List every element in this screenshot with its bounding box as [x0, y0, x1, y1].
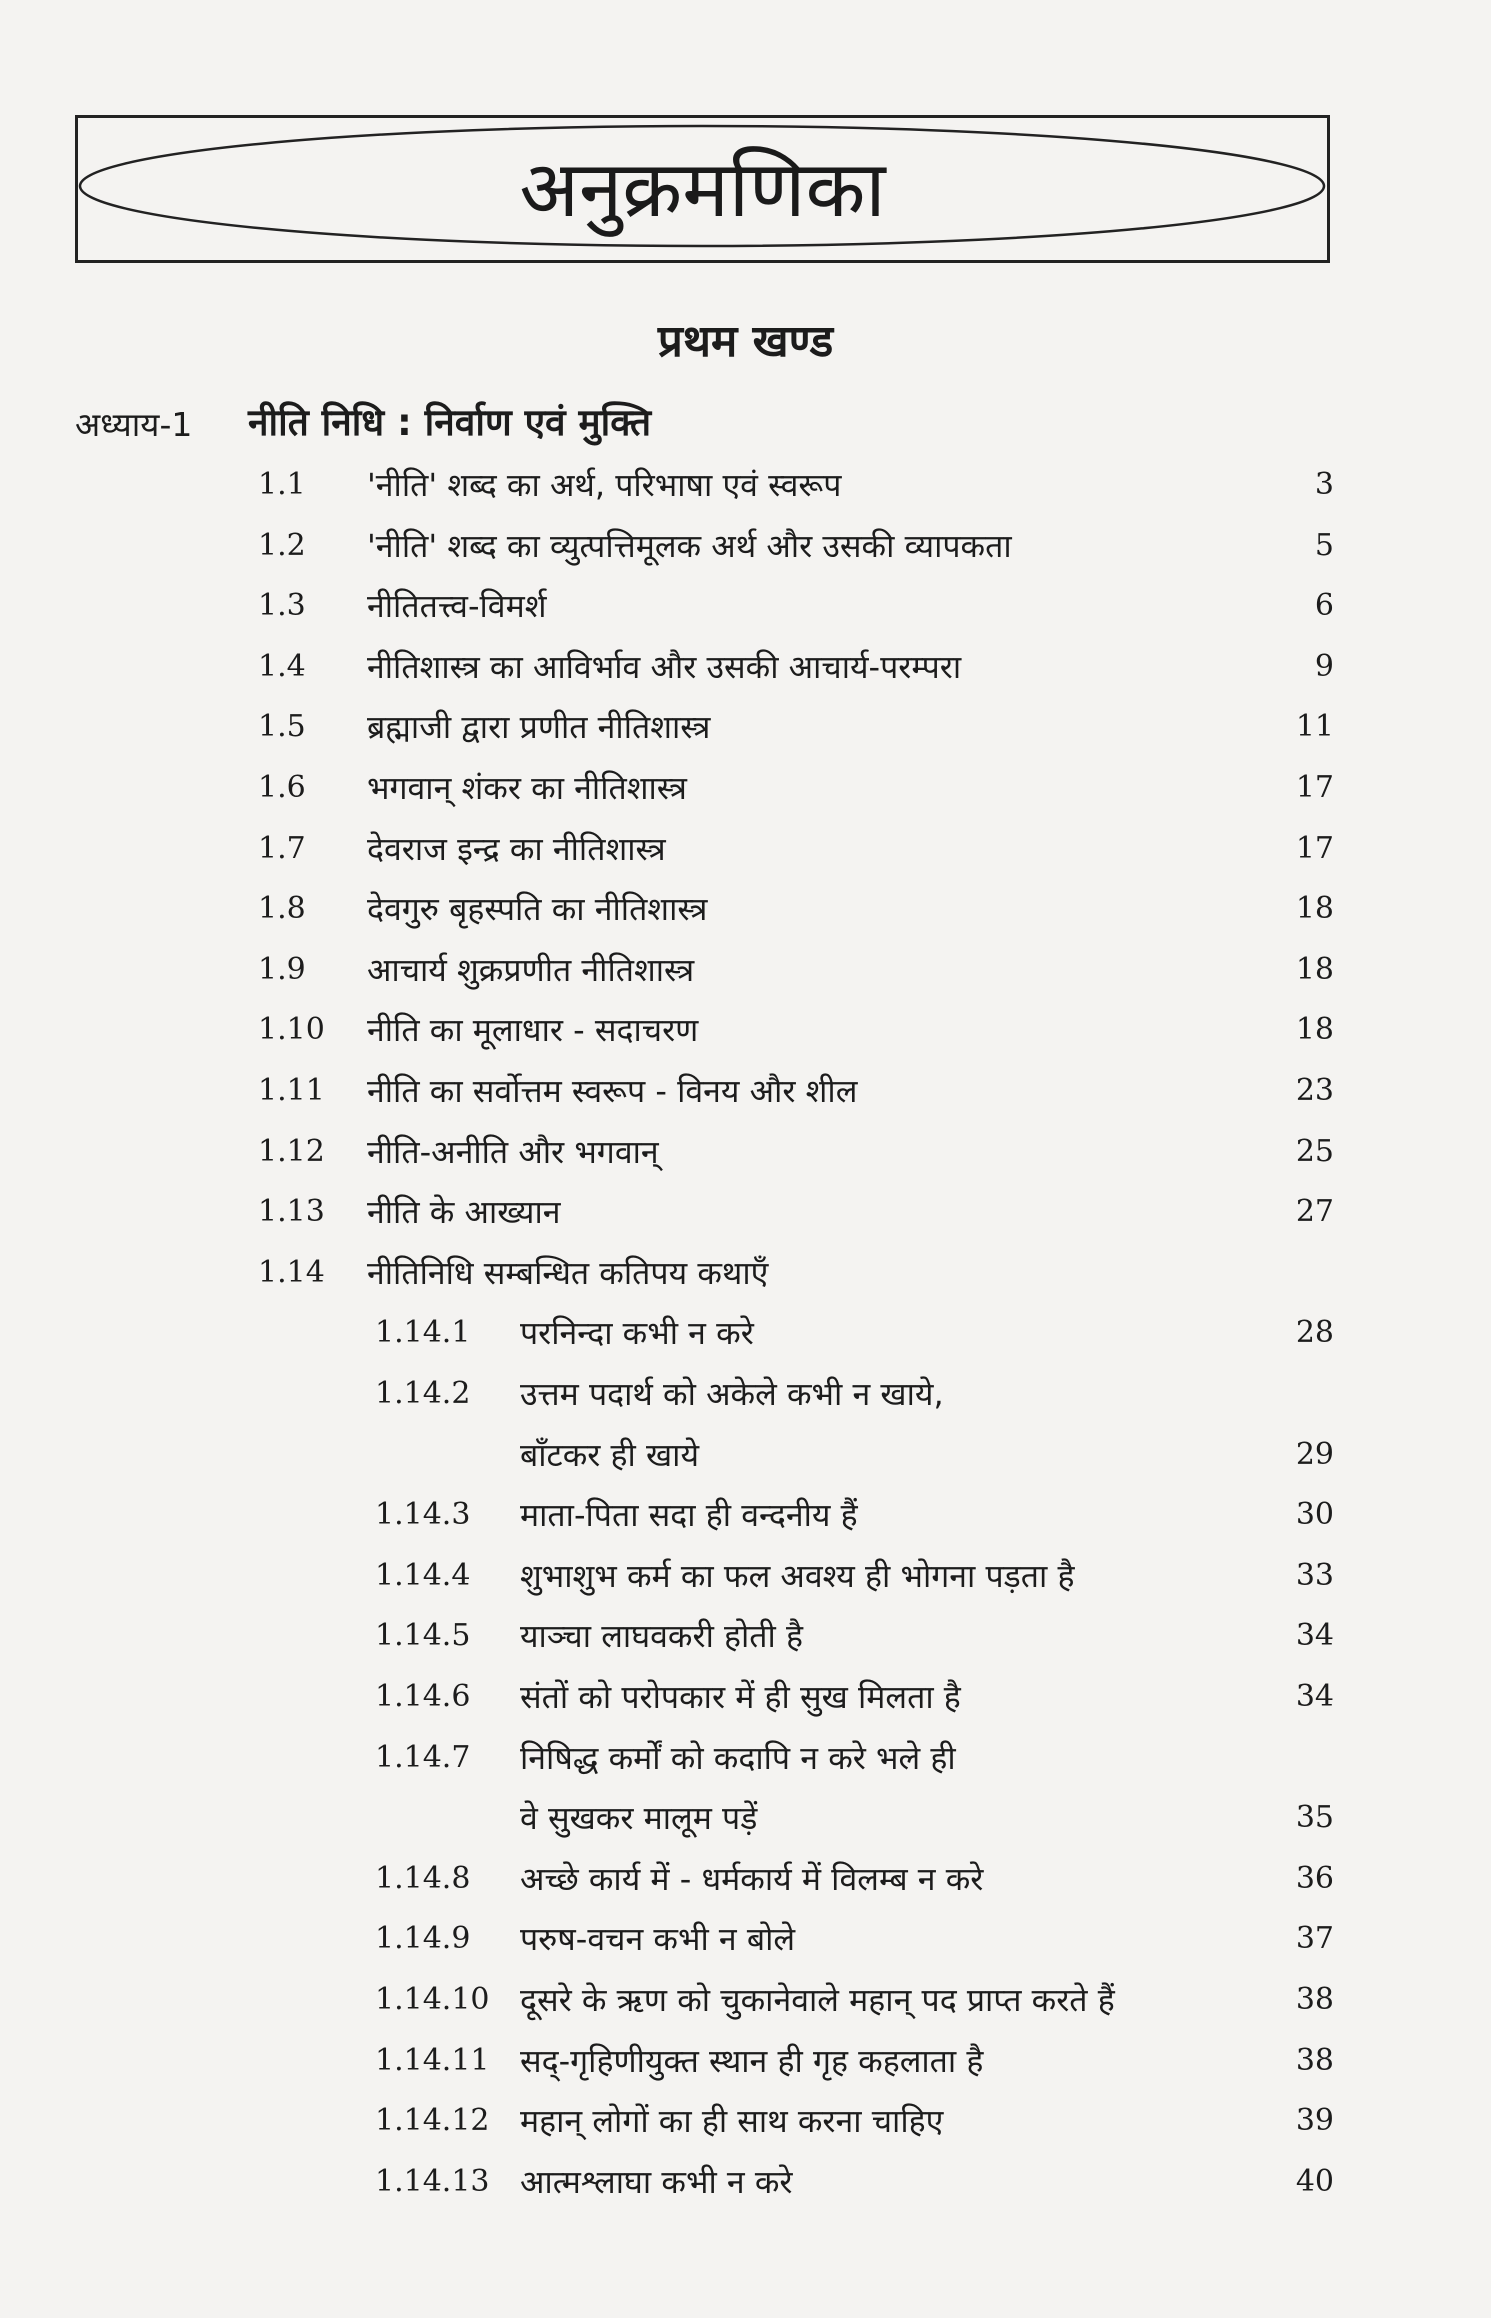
toc-entry [0, 1971, 1491, 2029]
entry-title: ब्रह्माजी द्वारा प्रणीत नीतिशास्त्र [367, 708, 711, 747]
entry-page-number: 33 [1295, 1557, 1334, 1593]
entry-page-number: 38 [1295, 1982, 1334, 2017]
entry-title: परनिन्दा कभी न करे [520, 1314, 754, 1353]
toc-entry [0, 1668, 1491, 1726]
entry-number: 1.7 [258, 830, 306, 866]
entry-page-number: 29 [1295, 1436, 1334, 1472]
entry-number: 1.11 [258, 1073, 325, 1108]
entry-title: वे सुखकर मालूम पड़ें [520, 1799, 758, 1838]
toc-entry [0, 759, 1491, 817]
entry-number: 1.13 [258, 1194, 325, 1230]
toc-entry [0, 1123, 1491, 1181]
entry-page-number: 11 [1295, 709, 1334, 745]
toc-entry [0, 820, 1491, 878]
entry-number: 1.14 [258, 1254, 325, 1290]
entry-number: 1.14.6 [375, 1679, 471, 1714]
entry-page-number: 18 [1295, 951, 1334, 987]
toc-entry [0, 1910, 1491, 1968]
entry-number: 1.4 [258, 648, 306, 684]
toc-entry [0, 517, 1491, 575]
toc-entry [0, 880, 1491, 938]
entry-title: दूसरे के ऋण को चुकानेवाले महान् पद प्राप्त करते हैं [520, 1981, 1115, 2019]
entry-title: संतों को परोपकार में ही सुख मिलता है [520, 1678, 961, 1716]
entry-page-number: 36 [1295, 1860, 1334, 1896]
entry-page-number: 9 [1314, 648, 1334, 684]
entry-number: 1.14.4 [375, 1557, 471, 1593]
entry-page-number: 34 [1295, 1618, 1334, 1654]
entry-page-number: 23 [1295, 1073, 1334, 1108]
entry-page-number: 18 [1295, 891, 1334, 927]
entry-page-number: 38 [1295, 2042, 1334, 2078]
entry-page-number: 34 [1295, 1679, 1334, 1714]
toc-entry [0, 1062, 1491, 1120]
entry-title: बाँटकर ही खाये [520, 1435, 700, 1474]
entry-number: 1.1 [258, 467, 306, 502]
toc-entry [0, 1850, 1491, 1908]
entry-number: 1.5 [258, 709, 306, 745]
toc-entry [0, 1183, 1491, 1241]
entry-number: 1.14.5 [375, 1618, 471, 1654]
entry-number: 1.14.12 [375, 2103, 490, 2139]
entry-page-number: 6 [1314, 588, 1334, 624]
entry-title: नीतिशास्त्र का आविर्भाव और उसकी आचार्य-परम्परा [367, 647, 962, 686]
chapter-number: अध्याय-1 [75, 405, 193, 444]
entry-page-number: 3 [1314, 467, 1334, 502]
toc-entry [0, 456, 1491, 514]
entry-title: नीति-अनीति और भगवान् [367, 1132, 659, 1171]
entry-title: नीति के आख्यान [367, 1193, 561, 1232]
entry-title: देवगुरु बृहस्पति का नीतिशास्त्र [367, 890, 708, 929]
entry-number: 1.14.8 [375, 1860, 471, 1896]
toc-entry [0, 1001, 1491, 1059]
entry-number: 1.14.2 [375, 1376, 471, 1411]
entry-title: नीति का सर्वोत्तम स्वरूप - विनय और शील [367, 1072, 858, 1110]
entry-number: 1.14.1 [375, 1315, 471, 1351]
entry-title: याञ्चा लाघवकरी होती है [520, 1617, 803, 1656]
entry-number: 1.14.3 [375, 1497, 471, 1533]
toc-entry [0, 2153, 1491, 2211]
entry-page-number: 18 [1295, 1012, 1334, 1048]
entry-title: महान् लोगों का ही साथ करना चाहिए [520, 2102, 944, 2141]
toc-entry [0, 1607, 1491, 1665]
entry-number: 1.14.13 [375, 2163, 490, 2199]
entry-title: आचार्य शुक्रप्रणीत नीतिशास्त्र [367, 950, 695, 989]
entry-title: नीतिनिधि सम्बन्धित कतिपय कथाएँ [367, 1253, 769, 1292]
entry-title: भगवान् शंकर का नीतिशास्त्र [367, 769, 687, 807]
toc-entry [0, 1547, 1491, 1605]
page-title: अनुक्रमणिका [519, 145, 886, 235]
entry-page-number: 5 [1314, 527, 1334, 563]
entry-title: अच्छे कार्य में - धर्मकार्य में विलम्ब न करे [520, 1859, 984, 1898]
entry-page-number: 27 [1295, 1194, 1334, 1230]
entry-title: देवराज इन्द्र का नीतिशास्त्र [367, 829, 666, 868]
entry-number: 1.12 [258, 1133, 325, 1169]
entry-title: आत्मश्लाघा कभी न करे [520, 2162, 793, 2201]
entry-title: सद्-गृहिणीयुक्त स्थान ही गृह कहलाता है [520, 2041, 984, 2080]
toc-entry [0, 1426, 1491, 1484]
toc-entry [0, 638, 1491, 696]
entry-number: 1.3 [258, 588, 306, 624]
toc-entry [0, 1486, 1491, 1544]
entry-number: 1.14.11 [375, 2042, 490, 2078]
entry-title: 'नीति' शब्द का व्युत्पत्तिमूलक अर्थ और उसकी व्यापकता [367, 526, 1012, 565]
entry-page-number: 35 [1295, 1800, 1334, 1836]
section-heading: प्रथम खण्ड [657, 316, 834, 367]
entry-page-number: 17 [1295, 770, 1334, 805]
entry-page-number: 40 [1295, 2163, 1334, 2199]
entry-page-number: 39 [1295, 2103, 1334, 2139]
entry-title: नीति का मूलाधार - सदाचरण [367, 1011, 699, 1050]
entry-page-number: 17 [1295, 830, 1334, 866]
toc-entry [0, 1365, 1491, 1423]
entry-page-number: 28 [1295, 1315, 1334, 1351]
entry-number: 1.6 [258, 770, 306, 805]
toc-entry [0, 1244, 1491, 1302]
chapter-title: नीति निधि : निर्वाण एवं मुक्ति [248, 401, 652, 444]
toc-entry [0, 1729, 1491, 1787]
toc-entry [0, 1304, 1491, 1362]
entry-number: 1.14.9 [375, 1921, 471, 1957]
toc-entry [0, 941, 1491, 999]
toc-entry [0, 2032, 1491, 2090]
entry-number: 1.2 [258, 527, 306, 563]
entry-number: 1.14.7 [375, 1739, 471, 1775]
entry-title: माता-पिता सदा ही वन्दनीय हैं [520, 1496, 858, 1535]
entry-number: 1.14.10 [375, 1982, 490, 2017]
entry-title: 'नीति' शब्द का अर्थ, परिभाषा एवं स्वरूप [367, 466, 842, 504]
entry-title: निषिद्ध कर्मों को कदापि न करे भले ही [520, 1738, 956, 1777]
toc-entry [0, 698, 1491, 756]
entry-page-number: 30 [1295, 1497, 1334, 1533]
entry-title: शुभाशुभ कर्म का फल अवश्य ही भोगना पड़ता है [520, 1556, 1075, 1595]
toc-entry [0, 577, 1491, 635]
entry-page-number: 37 [1295, 1921, 1334, 1957]
entry-title: परुष-वचन कभी न बोले [520, 1920, 796, 1959]
toc-entry [0, 2092, 1491, 2150]
title-frame [75, 115, 1330, 263]
entry-page-number: 25 [1295, 1133, 1334, 1169]
entry-title: नीतितत्त्व-विमर्श [367, 587, 547, 626]
entry-number: 1.9 [258, 951, 306, 987]
entry-title: उत्तम पदार्थ को अकेले कभी न खाये, [520, 1375, 944, 1413]
toc-entry [0, 1789, 1491, 1847]
entry-number: 1.8 [258, 891, 306, 927]
entry-number: 1.10 [258, 1012, 325, 1048]
